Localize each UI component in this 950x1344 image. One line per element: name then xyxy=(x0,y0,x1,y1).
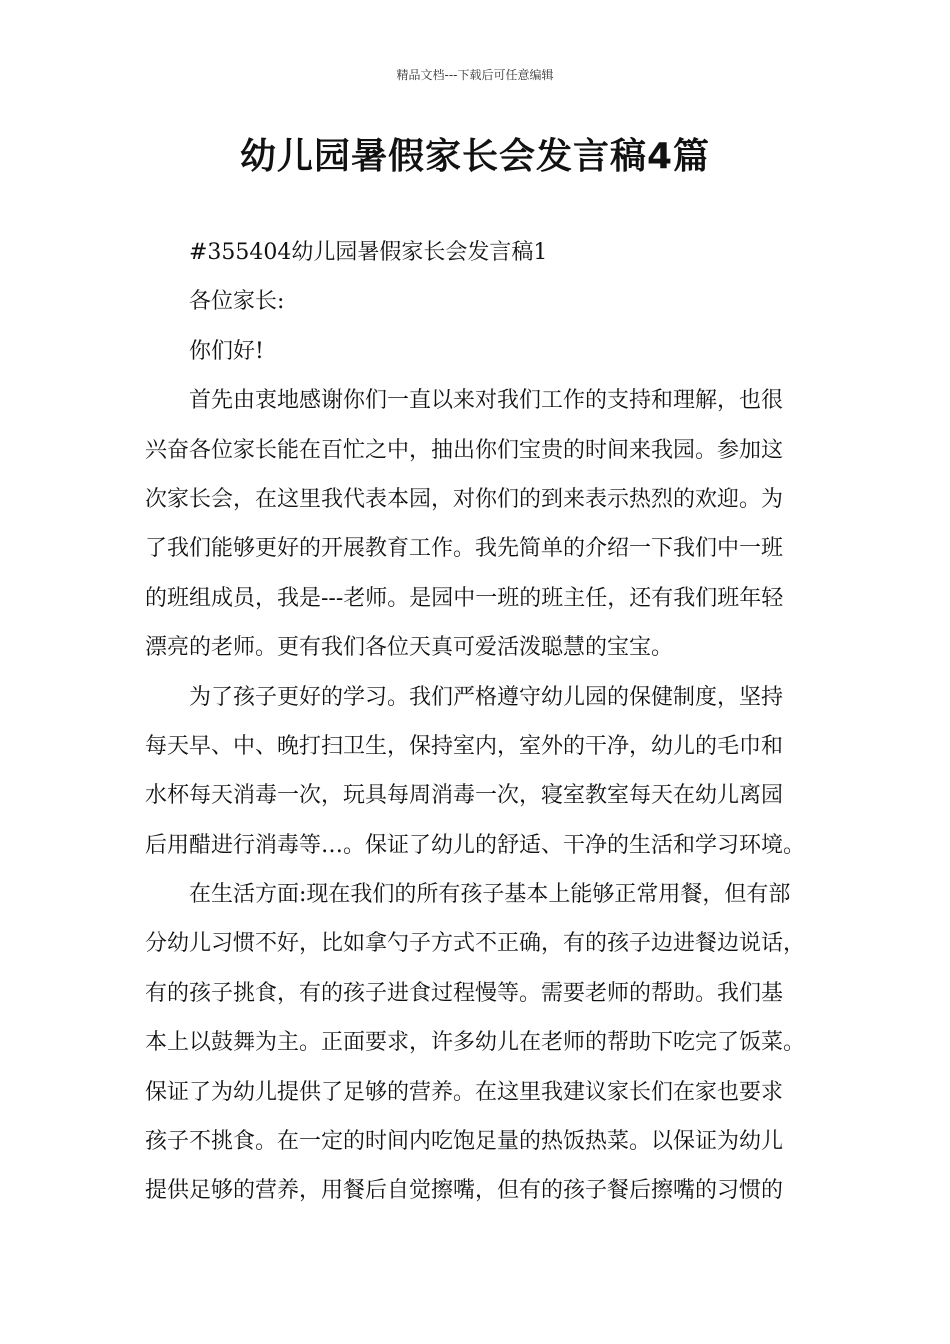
body-line: 本上以鼓舞为主。正面要求，许多幼儿在老师的帮助下吃完了饭菜。 xyxy=(145,1030,806,1056)
body-line: 有的孩子挑食，有的孩子进食过程慢等。需要老师的帮助。我们基 xyxy=(145,980,784,1006)
body-line: 了我们能够更好的开展教育工作。我先简单的介绍一下我们中一班 xyxy=(145,536,784,562)
body-line: 后用醋进行消毒等…。保证了幼儿的舒适、干净的生活和学习环境。 xyxy=(145,832,806,858)
body-line: 各位家长: xyxy=(189,289,285,315)
body-line: 水杯每天消毒一次，玩具每周消毒一次，寝室教室每天在幼儿离园 xyxy=(145,783,784,809)
body-line: 在生活方面:现在我们的所有孩子基本上能够正常用餐，但有部 xyxy=(189,882,791,908)
header-note: 精品文档---下载后可任意编辑 xyxy=(396,68,554,82)
body-line: 兴奋各位家长能在百忙之中，抽出你们宝贵的时间来我园。参加这 xyxy=(145,437,784,463)
body-line: 孩子不挑食。在一定的时间内吃饱足量的热饭热菜。以保证为幼儿 xyxy=(145,1129,784,1155)
body-line: 的班组成员，我是---老师。是园中一班的班主任，还有我们班年轻 xyxy=(145,585,784,611)
body-line: 分幼儿习惯不好，比如拿勺子方式不正确，有的孩子边进餐边说话， xyxy=(145,931,806,957)
body-line: 漂亮的老师。更有我们各位天真可爱活泼聪慧的宝宝。 xyxy=(145,635,674,661)
body-line: 为了孩子更好的学习。我们严格遵守幼儿园的保健制度，坚持 xyxy=(189,684,784,710)
body-line: 每天早、中、晚打扫卫生，保持室内，室外的干净，幼儿的毛巾和 xyxy=(145,733,784,759)
document-title: 幼儿园暑假家长会发言稿4篇 xyxy=(239,136,711,177)
body-line: 提供足够的营养，用餐后自觉擦嘴，但有的孩子餐后擦嘴的习惯的 xyxy=(145,1178,784,1204)
body-line: 你们好! xyxy=(189,338,264,364)
document-body xyxy=(145,228,817,1216)
body-line: #355404幼儿园暑假家长会发言稿1 xyxy=(189,240,548,265)
body-line: 首先由衷地感谢你们一直以来对我们工作的支持和理解，也很 xyxy=(189,388,784,414)
body-line: 保证了为幼儿提供了足够的营养。在这里我建议家长们在家也要求 xyxy=(145,1079,784,1105)
body-line: 次家长会，在这里我代表本园，对你们的到来表示热烈的欢迎。为 xyxy=(145,486,784,512)
